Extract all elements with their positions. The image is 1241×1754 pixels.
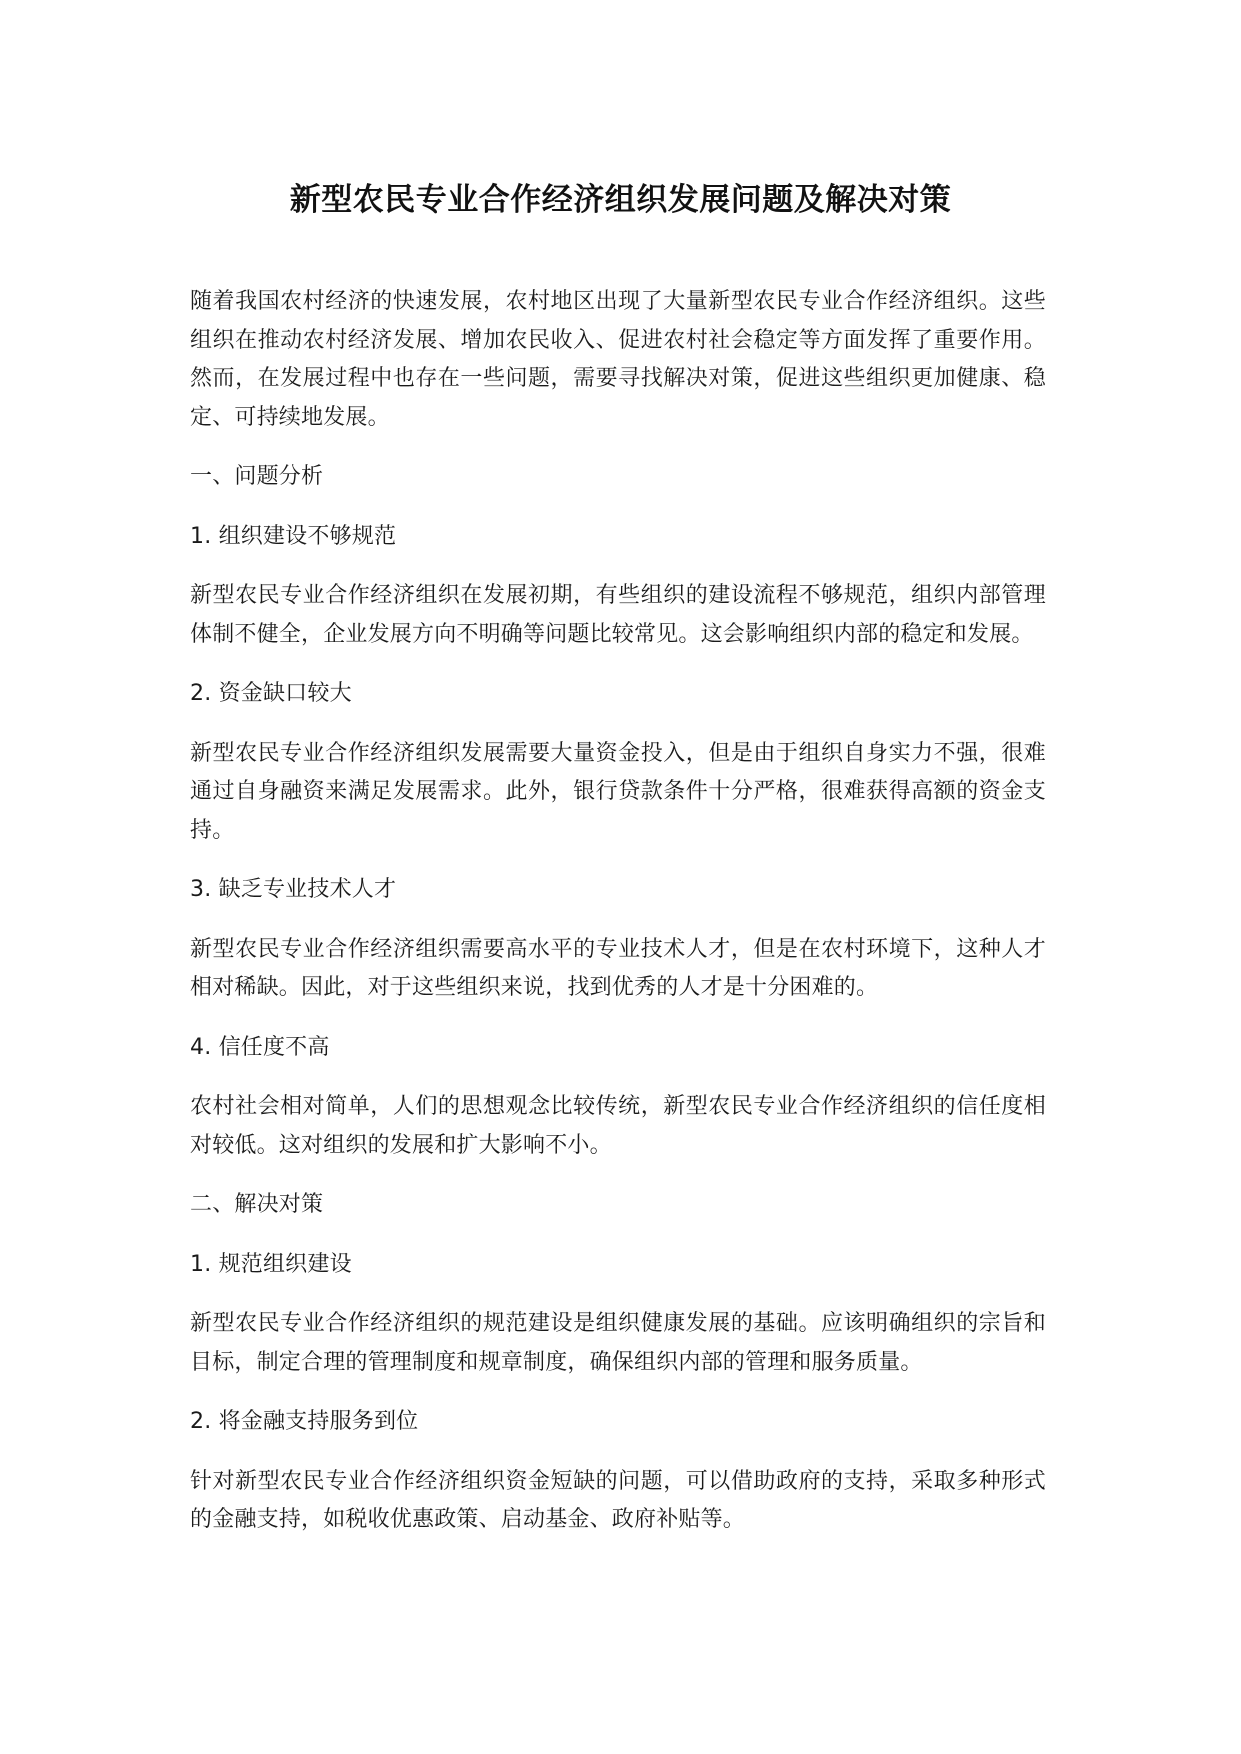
item-heading-financial-support: 2. 将金融支持服务到位 (190, 1409, 419, 1434)
item-paragraph-low-trust: 农村社会相对简单，人们的思想观念比较传统，新型农民专业合作经济组织的信任度相对较低。这对组织的发展和扩大影响不小。 (190, 1094, 1046, 1158)
item-heading-funding-gap: 2. 资金缺口较大 (190, 681, 352, 706)
item-paragraph-organization-standards: 新型农民专业合作经济组织在发展初期，有些组织的建设流程不够规范，组织内部管理体制不健全，企业发展方向不明确等问题比较常见。这会影响组织内部的稳定和发展。 (190, 583, 1046, 647)
item-paragraph-standardize-construction: 新型农民专业合作经济组织的规范建设是组织健康发展的基础。应该明确组织的宗旨和目标，制定合理的管理制度和规章制度，确保组织内部的管理和服务质量。 (190, 1311, 1046, 1375)
item-heading-talent-shortage: 3. 缺乏专业技术人才 (190, 877, 397, 902)
document-body (190, 283, 1046, 1561)
section-heading-problem-analysis: 一、问题分析 (190, 464, 324, 489)
item-heading-low-trust: 4. 信任度不高 (190, 1034, 330, 1060)
item-paragraph-talent-shortage: 新型农民专业合作经济组织需要高水平的专业技术人才，但是在农村环境下，这种人才相对稀缺。因此，对于这些组织来说，找到优秀的人才是十分困难的。 (190, 936, 1046, 1000)
item-paragraph-financial-support: 针对新型农民专业合作经济组织资金短缺的问题，可以借助政府的支持，采取多种形式的金融支持，如税收优惠政策、启动基金、政府补贴等。 (190, 1468, 1046, 1532)
document-title: 新型农民专业合作经济组织发展问题及解决对策 (289, 182, 952, 218)
intro-paragraph: 随着我国农村经济的快速发展，农村地区出现了大量新型农民专业合作经济组织。这些组织在推动农村经济发展、增加农民收入、促进农村社会稳定等方面发挥了重要作用。然而，在发展过程中也存在一些问题，需要寻找解决对策，促进这些组织更加健康、稳定、可持续地发展。 (190, 289, 1046, 430)
item-heading-organization-standards: 1. 组织建设不够规范 (190, 523, 397, 549)
section-heading-solutions: 二、解决对策 (190, 1192, 324, 1217)
item-paragraph-funding-gap: 新型农民专业合作经济组织发展需要大量资金投入，但是由于组织自身实力不强，很难通过自身融资来满足发展需求。此外，银行贷款条件十分严格，很难获得高额的资金支持。 (190, 740, 1046, 843)
item-heading-standardize-construction: 1. 规范组织建设 (190, 1251, 352, 1277)
